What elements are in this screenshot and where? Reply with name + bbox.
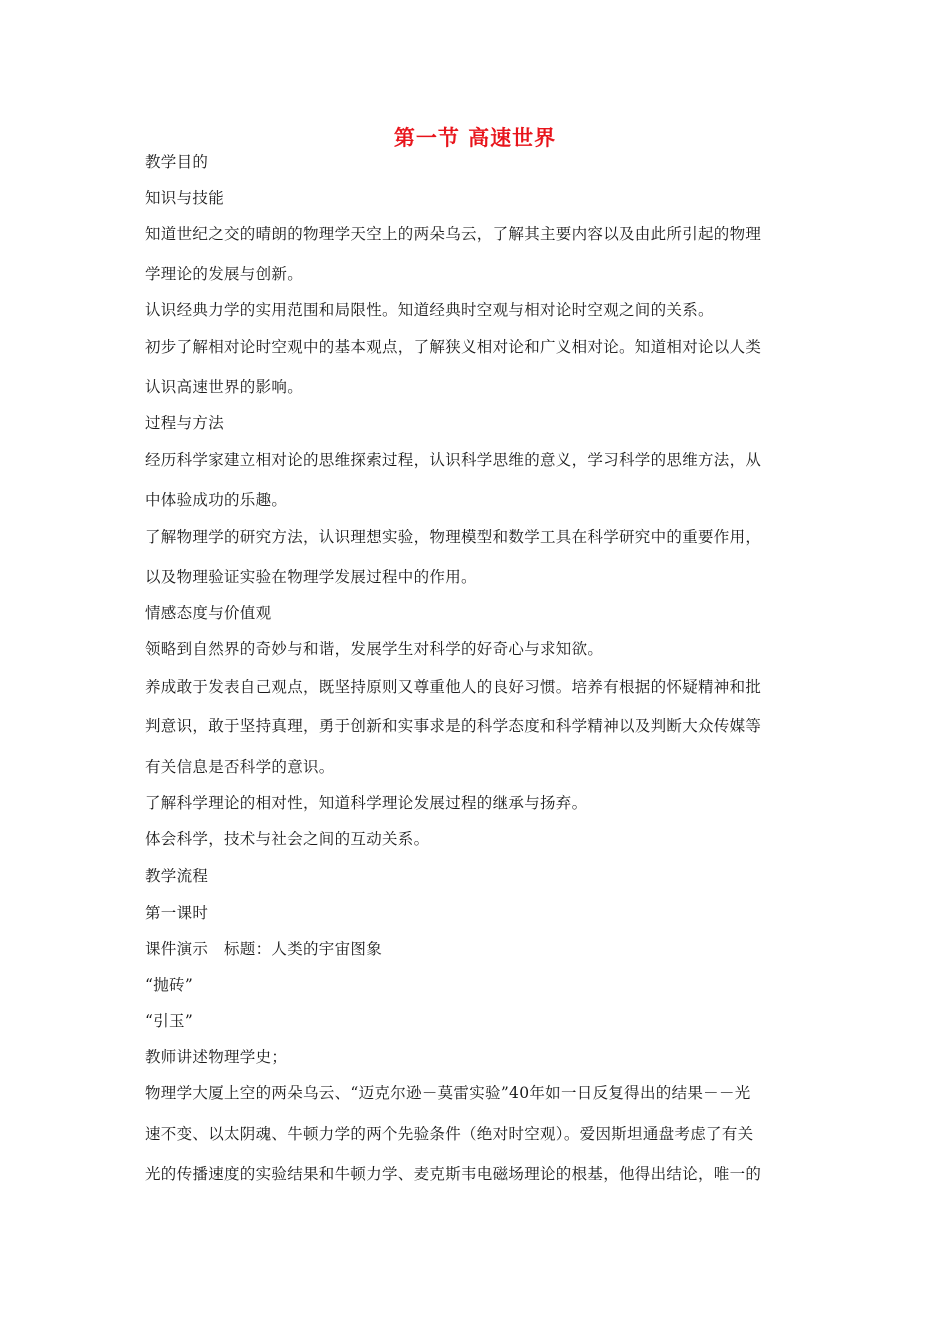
paragraph-line: 有关信息是否科学的意识。 [145,758,335,776]
paragraph-line: 领略到自然界的奇妙与和谐，发展学生对科学的好奇心与求知欲。 [145,640,604,658]
paragraph-line: 认识经典力学的实用范围和局限性。知道经典时空观与相对论时空观之间的关系。 [145,301,714,319]
paragraph-line: “引玉” [145,1012,194,1030]
subsection-heading: 知识与技能 [145,189,225,207]
paragraph-line: 以及物理验证实验在物理学发展过程中的作用。 [145,568,477,586]
paragraph-line: 课件演示 标题：人类的宇宙图象 [145,940,383,958]
section-heading: 教学目的 [145,153,209,171]
subsection-heading: 第一课时 [145,904,209,922]
subsection-heading: 情感态度与价值观 [145,604,272,622]
section-heading: 教学流程 [145,867,209,885]
paragraph-line: 经历科学家建立相对论的思维探索过程，认识科学思维的意义，学习科学的思维方法，从 [145,451,762,469]
paragraph-line: 光的传播速度的实验结果和牛顿力学、麦克斯韦电磁场理论的根基，他得出结论，唯一的 [145,1165,762,1183]
subsection-heading: 过程与方法 [145,414,225,432]
page-title: 第一节 高速世界 [393,126,557,150]
paragraph-line: “抛砖” [145,976,194,994]
paragraph-line: 了解物理学的研究方法，认识理想实验，物理模型和数学工具在科学研究中的重要作用， [145,528,762,546]
paragraph-line: 判意识，敢于坚持真理，勇于创新和实事求是的科学态度和科学精神以及判断大众传媒等 [145,717,762,735]
paragraph-line: 中体验成功的乐趣。 [145,491,288,509]
paragraph-line: 物理学大厦上空的两朵乌云、“迈克尔逊－莫雷实验”40年如一日反复得出的结果－－光 [145,1084,751,1102]
paragraph-line: 体会科学，技术与社会之间的互动关系。 [145,830,430,848]
paragraph-line: 认识高速世界的影响。 [145,378,304,396]
paragraph-line: 知道世纪之交的晴朗的物理学天空上的两朵乌云，了解其主要内容以及由此所引起的物理 [145,225,762,243]
paragraph-line: 教师讲述物理学史； [145,1048,288,1066]
paragraph-line: 学理论的发展与创新。 [145,265,304,283]
paragraph-line: 养成敢于发表自己观点，既坚持原则又尊重他人的良好习惯。培养有根据的怀疑精神和批 [145,678,762,696]
paragraph-line: 速不变、以太阴魂、牛顿力学的两个先验条件（绝对时空观）。爱因斯坦通盘考虑了有关 [145,1125,754,1143]
paragraph-line: 初步了解相对论时空观中的基本观点，了解狭义相对论和广义相对论。知道相对论以人类 [145,338,762,356]
paragraph-line: 了解科学理论的相对性，知道科学理论发展过程的继承与扬弃。 [145,794,588,812]
